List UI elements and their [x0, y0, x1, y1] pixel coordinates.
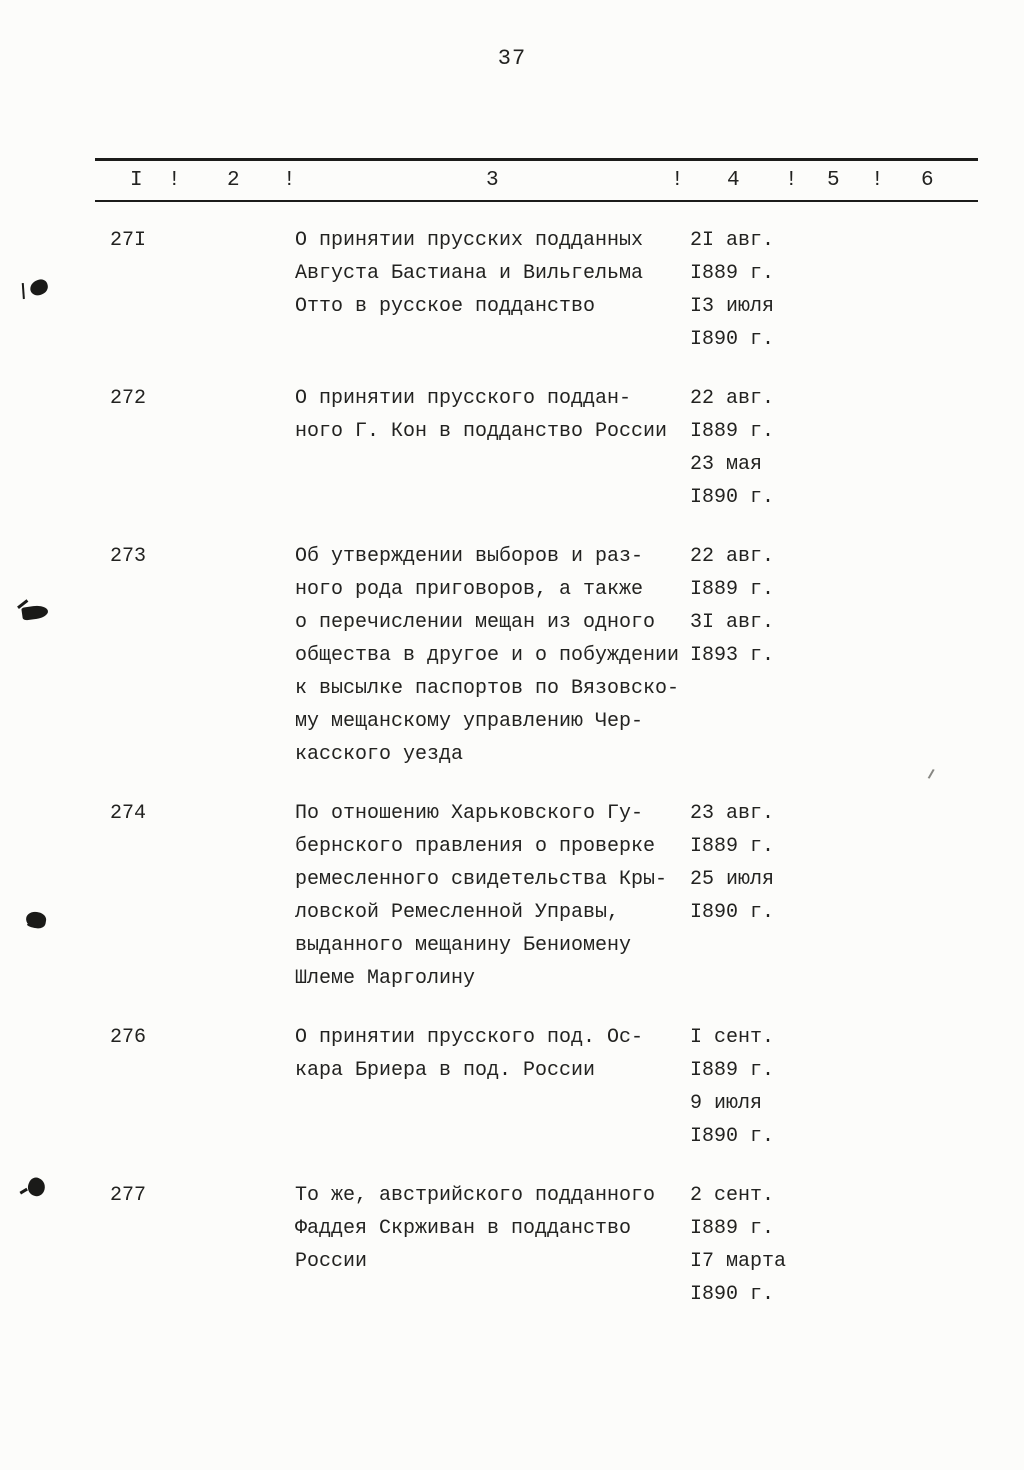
entry-description — [295, 1179, 690, 1311]
entry-dates — [690, 224, 860, 356]
date-line: I889 г. — [690, 1217, 775, 1240]
column-header-1: I — [130, 169, 143, 192]
entry-dates — [690, 1179, 860, 1311]
description-line: Отто в русское подданство — [295, 295, 596, 318]
column-header-5: 5 — [827, 169, 840, 192]
table-row — [0, 382, 1024, 514]
table-row — [0, 797, 1024, 995]
entry-number: 272 — [110, 387, 147, 410]
description-line: кара Бриера в под. России — [295, 1059, 596, 1082]
date-line: 23 авг. — [690, 802, 775, 825]
column-separator: ! — [871, 169, 884, 192]
date-line: 22 авг. — [690, 387, 775, 410]
date-line: 3I авг. — [690, 611, 775, 634]
description-line: выданного мещанину Бениомену — [295, 934, 632, 957]
entry-description — [295, 224, 690, 356]
entry-number: 277 — [110, 1184, 147, 1207]
description-line: ного рода приговоров, а также — [295, 578, 644, 601]
description-line: к высылке паспортов по Вязовско- — [295, 677, 680, 700]
date-line: I889 г. — [690, 262, 775, 285]
date-line: 22 авг. — [690, 545, 775, 568]
description-line: Шлеме Марголину — [295, 967, 476, 990]
date-line: 23 мая — [690, 453, 763, 476]
table-row — [0, 1179, 1024, 1311]
entry-description — [295, 540, 690, 771]
date-line: I889 г. — [690, 420, 775, 443]
description-line: ловской Ремесленной Управы, — [295, 901, 620, 924]
date-line: I890 г. — [690, 1283, 775, 1306]
column-separator: ! — [168, 169, 181, 192]
description-line: касского уезда — [295, 743, 464, 766]
date-line: I3 июля — [690, 295, 775, 318]
column-header-2: 2 — [227, 169, 240, 192]
description-line: России — [295, 1250, 368, 1273]
date-line: I889 г. — [690, 1059, 775, 1082]
date-line: I890 г. — [690, 328, 775, 351]
table-row — [0, 1021, 1024, 1153]
column-header-6: 6 — [921, 169, 934, 192]
date-line: 25 июля — [690, 868, 775, 891]
description-line: ного Г. Кон в подданство России — [295, 420, 668, 443]
entry-description — [295, 1021, 690, 1153]
description-line: му мещанскому управлению Чер- — [295, 710, 644, 733]
entry-dates — [690, 1021, 860, 1153]
description-line: По отношению Харьковского Гу- — [295, 802, 644, 825]
description-line: Об утверждении выборов и раз- — [295, 545, 644, 568]
entry-number: 273 — [110, 545, 147, 568]
date-line: 9 июля — [690, 1092, 763, 1115]
description-line: бернского правления о проверке — [295, 835, 656, 858]
date-line: I890 г. — [690, 486, 775, 509]
column-separator: ! — [671, 169, 684, 192]
description-line: О принятии прусского под. Ос- — [295, 1026, 644, 1049]
date-line: 2I авг. — [690, 229, 775, 252]
description-line: о перечислении мещан из одного — [295, 611, 656, 634]
date-line: I889 г. — [690, 578, 775, 601]
description-line: О принятии прусского поддан- — [295, 387, 632, 410]
description-line: Фаддея Скрживан в подданство — [295, 1217, 632, 1240]
date-line: I сент. — [690, 1026, 775, 1049]
entry-number: 276 — [110, 1026, 147, 1049]
page-number: 37 — [497, 46, 527, 71]
date-line: I7 марта — [690, 1250, 787, 1273]
entry-description — [295, 382, 690, 514]
entry-dates — [690, 797, 860, 995]
table-column-header — [95, 158, 978, 202]
column-header-4: 4 — [727, 169, 740, 192]
date-line: I893 г. — [690, 644, 775, 667]
entry-number: 274 — [110, 802, 147, 825]
date-line: I890 г. — [690, 901, 775, 924]
entries-list — [0, 224, 1024, 1337]
entry-dates — [690, 540, 860, 771]
description-line: То же, австрийского подданного — [295, 1184, 656, 1207]
entry-dates — [690, 382, 860, 514]
description-line: Августа Бастиана и Вильгельма — [295, 262, 644, 285]
table-row — [0, 540, 1024, 771]
description-line: О принятии прусских подданных — [295, 229, 644, 252]
description-line: общества в другое и о побуждении — [295, 644, 680, 667]
table-row — [0, 224, 1024, 356]
column-separator: ! — [283, 169, 296, 192]
date-line: I890 г. — [690, 1125, 775, 1148]
date-line: 2 сент. — [690, 1184, 775, 1207]
entry-number: 27I — [110, 229, 147, 252]
date-line: I889 г. — [690, 835, 775, 858]
column-header-3: 3 — [486, 169, 499, 192]
entry-description — [295, 797, 690, 995]
column-separator: ! — [785, 169, 798, 192]
description-line: ремесленного свидетельства Кры- — [295, 868, 668, 891]
